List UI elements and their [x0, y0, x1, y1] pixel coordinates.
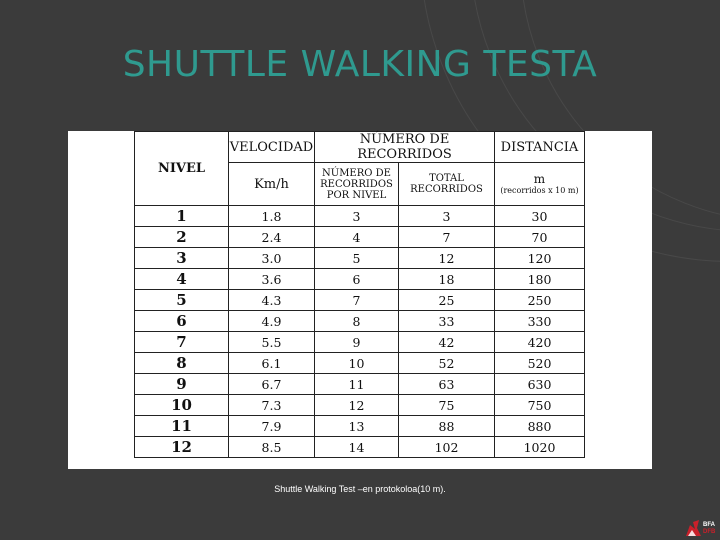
table-row — [135, 206, 585, 227]
cell-distancia: 250 — [495, 290, 585, 311]
table-row — [135, 395, 585, 416]
cell-total: 12 — [399, 248, 495, 269]
cell-recorridos: 8 — [315, 311, 399, 332]
institution-logo-icon — [684, 516, 718, 538]
subheader-recorridos-por-nivel: NÚMERO DE RECORRIDOS POR NIVEL — [315, 163, 399, 206]
table-row — [135, 290, 585, 311]
cell-distancia: 880 — [495, 416, 585, 437]
cell-recorridos: 11 — [315, 374, 399, 395]
cell-total: 63 — [399, 374, 495, 395]
cell-velocidad: 6.1 — [229, 353, 315, 374]
cell-nivel: 5 — [135, 290, 229, 311]
table-row — [135, 437, 585, 458]
cell-total: 25 — [399, 290, 495, 311]
table-row — [135, 311, 585, 332]
cell-recorridos: 7 — [315, 290, 399, 311]
table-row — [135, 332, 585, 353]
cell-total: 18 — [399, 269, 495, 290]
cell-distancia: 520 — [495, 353, 585, 374]
cell-recorridos: 3 — [315, 206, 399, 227]
cell-velocidad: 6.7 — [229, 374, 315, 395]
cell-total: 7 — [399, 227, 495, 248]
table-row — [135, 416, 585, 437]
cell-distancia: 30 — [495, 206, 585, 227]
cell-recorridos: 4 — [315, 227, 399, 248]
cell-velocidad: 3.0 — [229, 248, 315, 269]
cell-total: 52 — [399, 353, 495, 374]
column-header-distancia: DISTANCIA — [495, 132, 585, 163]
cell-total: 88 — [399, 416, 495, 437]
cell-nivel: 3 — [135, 248, 229, 269]
subheader-kmh: Km/h — [229, 163, 315, 206]
subheader-total-recorridos: TOTAL RECORRIDOS — [399, 163, 495, 206]
cell-total: 42 — [399, 332, 495, 353]
column-header-velocidad: VELOCIDAD — [229, 132, 315, 163]
cell-recorridos: 10 — [315, 353, 399, 374]
cell-recorridos: 12 — [315, 395, 399, 416]
cell-nivel: 2 — [135, 227, 229, 248]
cell-nivel: 11 — [135, 416, 229, 437]
cell-velocidad: 5.5 — [229, 332, 315, 353]
cell-nivel: 6 — [135, 311, 229, 332]
svg-text:DFB: DFB — [703, 529, 716, 535]
cell-nivel: 1 — [135, 206, 229, 227]
cell-recorridos: 13 — [315, 416, 399, 437]
cell-nivel: 12 — [135, 437, 229, 458]
cell-recorridos: 9 — [315, 332, 399, 353]
unit-note: (recorridos x 10 m) — [500, 185, 579, 195]
cell-velocidad: 4.3 — [229, 290, 315, 311]
cell-distancia: 120 — [495, 248, 585, 269]
cell-recorridos: 6 — [315, 269, 399, 290]
cell-velocidad: 1.8 — [229, 206, 315, 227]
cell-recorridos: 5 — [315, 248, 399, 269]
cell-nivel: 9 — [135, 374, 229, 395]
cell-distancia: 420 — [495, 332, 585, 353]
cell-total: 33 — [399, 311, 495, 332]
table-image-panel — [68, 131, 652, 469]
subheader-distance-unit — [495, 163, 585, 206]
levels-table — [134, 131, 585, 458]
table-row — [135, 374, 585, 395]
table-row — [135, 248, 585, 269]
cell-total: 102 — [399, 437, 495, 458]
table-row — [135, 353, 585, 374]
cell-velocidad: 8.5 — [229, 437, 315, 458]
table-row — [135, 227, 585, 248]
header-row — [135, 132, 585, 163]
cell-distancia: 70 — [495, 227, 585, 248]
cell-nivel: 4 — [135, 269, 229, 290]
table-caption: Shuttle Walking Test –en protokoloa(10 m). — [274, 484, 446, 494]
cell-distancia: 1020 — [495, 437, 585, 458]
cell-velocidad: 4.9 — [229, 311, 315, 332]
cell-nivel: 10 — [135, 395, 229, 416]
cell-nivel: 7 — [135, 332, 229, 353]
cell-velocidad: 3.6 — [229, 269, 315, 290]
column-header-numero-recorridos: NÚMERO DE RECORRIDOS — [315, 132, 495, 163]
slide-title: SHUTTLE WALKING TESTA — [122, 44, 598, 85]
cell-velocidad: 7.9 — [229, 416, 315, 437]
cell-distancia: 630 — [495, 374, 585, 395]
cell-velocidad: 7.3 — [229, 395, 315, 416]
cell-distancia: 750 — [495, 395, 585, 416]
cell-velocidad: 2.4 — [229, 227, 315, 248]
cell-distancia: 330 — [495, 311, 585, 332]
cell-recorridos: 14 — [315, 437, 399, 458]
table-row — [135, 269, 585, 290]
cell-total: 3 — [399, 206, 495, 227]
svg-text:BFA: BFA — [703, 522, 715, 528]
unit-m: m — [533, 171, 546, 186]
cell-total: 75 — [399, 395, 495, 416]
cell-nivel: 8 — [135, 353, 229, 374]
column-header-nivel: NIVEL — [135, 132, 229, 206]
cell-distancia: 180 — [495, 269, 585, 290]
